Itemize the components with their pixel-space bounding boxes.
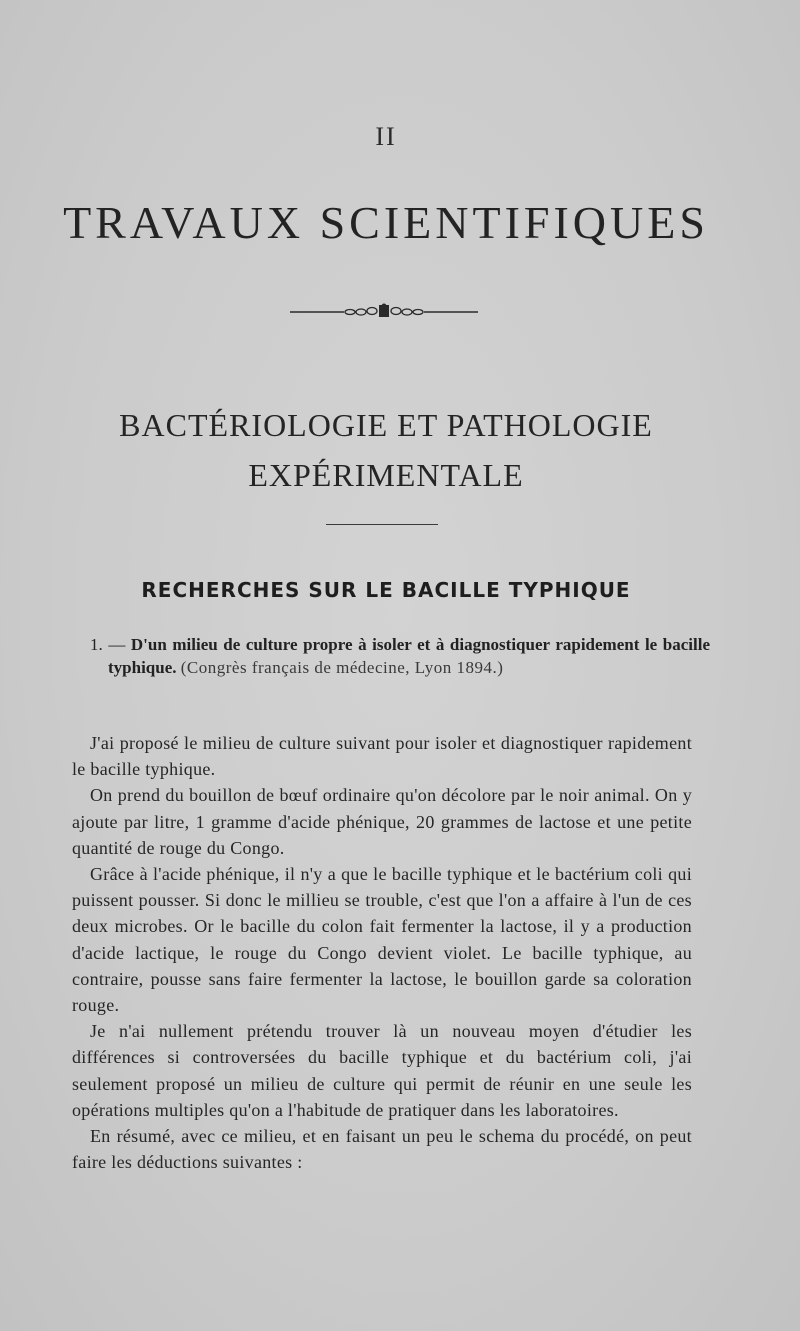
section-title: TRAVAUX SCIENTIFIQUES xyxy=(63,197,709,248)
subject-title xyxy=(0,400,772,500)
paragraph: Grâce à l'acide phénique, il n'y a que le bacille typhique et le bactérium coli qui puissent pousser. Si donc le millieu se trouble, c'est que l'on a affaire à l'un de ces deux microbes. Or le bacille du colon fait fermenter la lactose, il y a production d'acide lactique, le rouge du Congo devient violet. Le bacille typhique, au contraire, pousse sans faire fermenter la lactose, le bouillon garde sa coloration rouge. xyxy=(72,864,692,1016)
paragraph: En résumé, avec ce milieu, et en faisant un peu le schema du procédé, on peut faire les déductions suivantes : xyxy=(72,1126,692,1173)
chapter-number: II xyxy=(375,122,397,151)
divider-rule xyxy=(326,524,438,525)
fleuron-divider-icon xyxy=(290,300,478,322)
subject-title-line-2: EXPÉRIMENTALE xyxy=(248,457,524,493)
entry-reference: (Congrès français de médecine, Lyon 1894.) xyxy=(180,658,504,677)
article-heading: RECHERCHES SUR LE BACILLE TYPHIQUE xyxy=(141,578,631,602)
body-text xyxy=(72,730,692,1175)
entry-title: D'un milieu de culture propre à isoler et à diagnostiquer rapidement le bacille typhique. xyxy=(108,635,711,677)
subject-title-line-1: BACTÉRIOLOGIE ET PATHOLOGIE xyxy=(119,407,653,443)
entry-number: 1. — xyxy=(90,635,126,654)
paragraph: On prend du bouillon de bœuf ordinaire qu'on décolore par le noir animal. On y ajoute par litre, 1 gramme d'acide phénique, 20 grammes de lactose et une petite quantité de rouge du Congo. xyxy=(72,785,692,858)
paragraph: J'ai proposé le milieu de culture suivant pour isoler et diagnostiquer rapidement le bacille typhique. xyxy=(72,733,692,780)
publication-entry xyxy=(90,633,710,679)
paragraph: Je n'ai nullement prétendu trouver là un nouveau moyen d'étudier les différences si controversées du bacille typhique et du bactérium coli, j'ai seulement proposé un milieu de culture qui permit de réunir en une seule les opérations multiples qu'on a l'habitude de pratiquer dans les laboratoires. xyxy=(72,1021,692,1120)
